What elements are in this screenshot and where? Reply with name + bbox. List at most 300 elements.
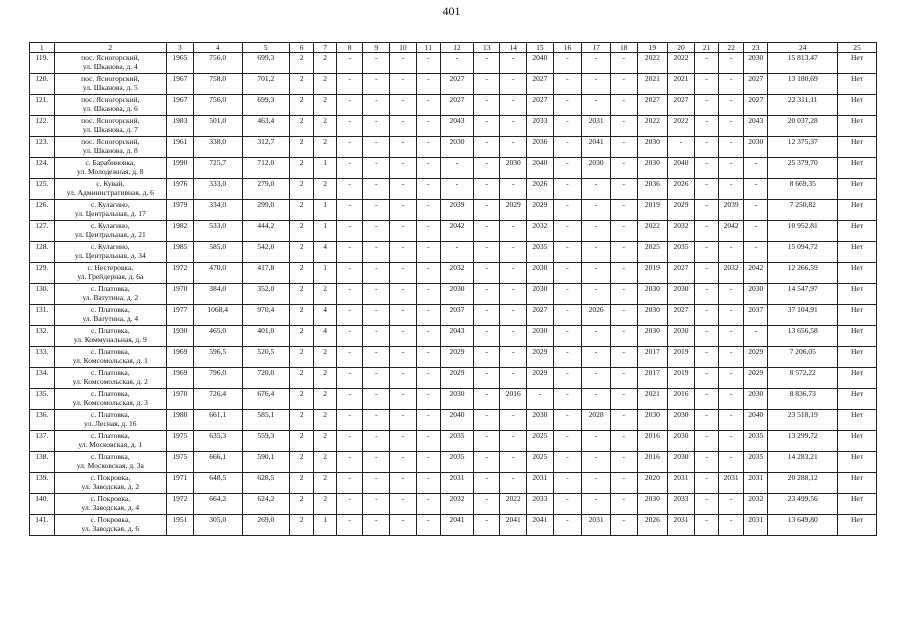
cell-col-20: - xyxy=(668,137,695,158)
cell-col-3: 1965 xyxy=(167,53,194,74)
cell-col-10: - xyxy=(390,179,417,200)
cell-col-5: 970,4 xyxy=(242,305,289,326)
cell-col-14: - xyxy=(500,305,527,326)
cell-col-19: 2030 xyxy=(637,326,668,347)
cell-col-13: - xyxy=(473,179,500,200)
cell-col-5: 699,3 xyxy=(242,95,289,116)
cell-col-11: - xyxy=(416,242,441,263)
cell-col-7: 1 xyxy=(314,515,337,536)
cell-col-18: - xyxy=(610,74,637,95)
cell-col-17: - xyxy=(582,326,611,347)
cell-col-6: 2 xyxy=(289,347,314,368)
cell-col-24: 25 379,70 xyxy=(768,158,838,179)
cell-col-20: 2026 xyxy=(668,179,695,200)
cell-col-9: - xyxy=(363,326,390,347)
cell-col-3: 1990 xyxy=(167,158,194,179)
cell-col-10: - xyxy=(390,389,417,410)
cell-col-9: - xyxy=(363,473,390,494)
cell-col-12: 2041 xyxy=(441,515,474,536)
table-row xyxy=(30,242,877,263)
cell-col-15: 2030 xyxy=(527,326,554,347)
row-number: 125. xyxy=(30,179,55,200)
cell-col-4: 758,0 xyxy=(193,74,242,95)
cell-col-22: 2032 xyxy=(719,263,744,284)
table-row xyxy=(30,473,877,494)
cell-col-13: - xyxy=(473,116,500,137)
cell-col-7: 2 xyxy=(314,53,337,74)
cell-col-8: - xyxy=(336,158,363,179)
column-number-3: 3 xyxy=(167,43,194,53)
address-cell xyxy=(54,221,167,242)
cell-col-24: 12 266,59 xyxy=(768,263,838,284)
cell-col-22: - xyxy=(719,494,744,515)
row-number: 137. xyxy=(30,431,55,452)
cell-col-15: 2040 xyxy=(527,53,554,74)
row-number: 139. xyxy=(30,473,55,494)
cell-col-21: - xyxy=(694,263,719,284)
cell-col-11: - xyxy=(416,137,441,158)
address-cell xyxy=(54,137,167,158)
cell-col-11: - xyxy=(416,389,441,410)
cell-col-9: - xyxy=(363,221,390,242)
cell-col-8: - xyxy=(336,368,363,389)
cell-col-23: 2035 xyxy=(743,431,768,452)
cell-col-7: 2 xyxy=(314,284,337,305)
cell-col-4: 465,0 xyxy=(193,326,242,347)
cell-col-22: - xyxy=(719,284,744,305)
table-row xyxy=(30,158,877,179)
cell-col-22: - xyxy=(719,158,744,179)
housing-register-table xyxy=(29,42,877,536)
cell-col-20: 2030 xyxy=(668,452,695,473)
address-cell xyxy=(54,53,167,74)
cell-col-3: 1982 xyxy=(167,221,194,242)
cell-col-8: - xyxy=(336,221,363,242)
cell-col-23: 2029 xyxy=(743,347,768,368)
address-cell xyxy=(54,263,167,284)
cell-col-10: - xyxy=(390,74,417,95)
row-number: 141. xyxy=(30,515,55,536)
address-street: ул. Молодежная, д. 8 xyxy=(77,167,144,176)
cell-col-8: - xyxy=(336,74,363,95)
column-number-19: 19 xyxy=(637,43,668,53)
address-cell xyxy=(54,284,167,305)
cell-col-14: - xyxy=(500,74,527,95)
cell-col-4: 648,5 xyxy=(193,473,242,494)
cell-col-10: - xyxy=(390,473,417,494)
table-row xyxy=(30,95,877,116)
cell-col-11: - xyxy=(416,515,441,536)
cell-col-4: 384,0 xyxy=(193,284,242,305)
cell-col-18: - xyxy=(610,368,637,389)
cell-col-3: 1975 xyxy=(167,452,194,473)
cell-col-12: 2029 xyxy=(441,368,474,389)
cell-col-22: - xyxy=(719,74,744,95)
address-locality: пос. Ясногорский, xyxy=(81,116,140,125)
cell-col-15: 2026 xyxy=(527,179,554,200)
cell-col-18: - xyxy=(610,347,637,368)
cell-col-16: - xyxy=(553,473,582,494)
cell-col-8: - xyxy=(336,515,363,536)
cell-col-5: 417,8 xyxy=(242,263,289,284)
cell-col-5: 624,2 xyxy=(242,494,289,515)
cell-col-25: Нет xyxy=(838,137,877,158)
address-locality: с. Платовка, xyxy=(91,431,130,440)
table-row xyxy=(30,263,877,284)
address-locality: с. Кулагино, xyxy=(90,242,130,251)
cell-col-6: 2 xyxy=(289,242,314,263)
column-number-20: 20 xyxy=(668,43,695,53)
cell-col-7: 4 xyxy=(314,242,337,263)
cell-col-14: - xyxy=(500,347,527,368)
cell-col-17: - xyxy=(582,347,611,368)
cell-col-24: 20 288,12 xyxy=(768,473,838,494)
cell-col-14: - xyxy=(500,326,527,347)
column-number-24: 24 xyxy=(768,43,838,53)
cell-col-23: 2032 xyxy=(743,494,768,515)
cell-col-9: - xyxy=(363,116,390,137)
column-number-15: 15 xyxy=(527,43,554,53)
cell-col-5: 712,0 xyxy=(242,158,289,179)
address-cell xyxy=(54,410,167,431)
cell-col-12: 2031 xyxy=(441,473,474,494)
cell-col-14: - xyxy=(500,221,527,242)
cell-col-23: 2030 xyxy=(743,137,768,158)
cell-col-21: - xyxy=(694,179,719,200)
cell-col-4: 664,2 xyxy=(193,494,242,515)
cell-col-5: 444,2 xyxy=(242,221,289,242)
cell-col-3: 1975 xyxy=(167,431,194,452)
cell-col-20: 2031 xyxy=(668,515,695,536)
cell-col-22: - xyxy=(719,137,744,158)
cell-col-15: 2036 xyxy=(527,137,554,158)
cell-col-11: - xyxy=(416,263,441,284)
row-number: 128. xyxy=(30,242,55,263)
cell-col-15: 2027 xyxy=(527,95,554,116)
cell-col-25: Нет xyxy=(838,452,877,473)
address-locality: с. Платовка, xyxy=(91,410,130,419)
cell-col-4: 796,0 xyxy=(193,368,242,389)
cell-col-25: Нет xyxy=(838,410,877,431)
column-number-22: 22 xyxy=(719,43,744,53)
cell-col-15: 2030 xyxy=(527,284,554,305)
table-row xyxy=(30,221,877,242)
cell-col-14: - xyxy=(500,452,527,473)
cell-col-25: Нет xyxy=(838,473,877,494)
cell-col-11: - xyxy=(416,410,441,431)
row-number: 127. xyxy=(30,221,55,242)
cell-col-19: 2017 xyxy=(637,347,668,368)
cell-col-23: 2042 xyxy=(743,263,768,284)
cell-col-7: 2 xyxy=(314,137,337,158)
cell-col-4: 501,0 xyxy=(193,116,242,137)
cell-col-21: - xyxy=(694,452,719,473)
cell-col-15: 2033 xyxy=(527,494,554,515)
cell-col-21: - xyxy=(694,431,719,452)
row-number: 136. xyxy=(30,410,55,431)
cell-col-3: 1980 xyxy=(167,410,194,431)
cell-col-13: - xyxy=(473,74,500,95)
cell-col-23: 2037 xyxy=(743,305,768,326)
cell-col-15: 2041 xyxy=(527,515,554,536)
cell-col-4: 470,0 xyxy=(193,263,242,284)
cell-col-14: - xyxy=(500,368,527,389)
cell-col-18: - xyxy=(610,179,637,200)
cell-col-12: 2030 xyxy=(441,389,474,410)
cell-col-22: - xyxy=(719,179,744,200)
address-street: ул. Центральная, д. 21 xyxy=(74,230,146,239)
cell-col-22: - xyxy=(719,515,744,536)
cell-col-16: - xyxy=(553,221,582,242)
cell-col-11: - xyxy=(416,494,441,515)
cell-col-10: - xyxy=(390,221,417,242)
cell-col-9: - xyxy=(363,242,390,263)
cell-col-11: - xyxy=(416,158,441,179)
cell-col-6: 2 xyxy=(289,284,314,305)
cell-col-17: - xyxy=(582,53,611,74)
row-number: 133. xyxy=(30,347,55,368)
cell-col-21: - xyxy=(694,74,719,95)
cell-col-13: - xyxy=(473,95,500,116)
cell-col-18: - xyxy=(610,158,637,179)
cell-col-3: 1971 xyxy=(167,473,194,494)
cell-col-17: - xyxy=(582,389,611,410)
cell-col-19: 2022 xyxy=(637,221,668,242)
cell-col-21: - xyxy=(694,494,719,515)
cell-col-17: - xyxy=(582,452,611,473)
address-street: ул. Коммунальная, д. 9 xyxy=(73,335,147,344)
cell-col-10: - xyxy=(390,452,417,473)
cell-col-23: - xyxy=(743,158,768,179)
cell-col-16: - xyxy=(553,284,582,305)
cell-col-18: - xyxy=(610,452,637,473)
cell-col-17: 2030 xyxy=(582,158,611,179)
address-locality: с. Платовка, xyxy=(91,305,130,314)
cell-col-21: - xyxy=(694,515,719,536)
cell-col-20: 2030 xyxy=(668,284,695,305)
cell-col-6: 2 xyxy=(289,137,314,158)
address-street: ул. Шканова, д. 6 xyxy=(82,104,138,113)
table-row xyxy=(30,116,877,137)
cell-col-6: 2 xyxy=(289,326,314,347)
cell-col-16: - xyxy=(553,305,582,326)
address-street: ул. Комсомольская, д. 3 xyxy=(72,398,148,407)
address-street: ул. Московская, д. 1 xyxy=(78,440,143,449)
row-number: 126. xyxy=(30,200,55,221)
cell-col-11: - xyxy=(416,284,441,305)
cell-col-3: 1976 xyxy=(167,179,194,200)
cell-col-12: 2029 xyxy=(441,347,474,368)
cell-col-22: - xyxy=(719,53,744,74)
cell-col-12: 2030 xyxy=(441,137,474,158)
cell-col-19: 2021 xyxy=(637,389,668,410)
cell-col-9: - xyxy=(363,137,390,158)
cell-col-13: - xyxy=(473,200,500,221)
cell-col-7: 2 xyxy=(314,473,337,494)
cell-col-4: 1068,4 xyxy=(193,305,242,326)
address-locality: пос. Ясногорский, xyxy=(81,95,140,104)
cell-col-18: - xyxy=(610,95,637,116)
column-number-10: 10 xyxy=(390,43,417,53)
address-locality: пос. Ясногорский, xyxy=(81,53,140,62)
address-street: ул. Шканова, д. 7 xyxy=(82,125,138,134)
cell-col-18: - xyxy=(610,137,637,158)
cell-col-15: 2027 xyxy=(527,305,554,326)
address-cell xyxy=(54,242,167,263)
cell-col-11: - xyxy=(416,53,441,74)
cell-col-24: 10 952,81 xyxy=(768,221,838,242)
cell-col-15: 2032 xyxy=(527,221,554,242)
cell-col-12: - xyxy=(441,242,474,263)
cell-col-19: 2030 xyxy=(637,158,668,179)
address-street: ул. Лесная, д. 16 xyxy=(84,419,137,428)
cell-col-23: 2030 xyxy=(743,53,768,74)
cell-col-4: 726,4 xyxy=(193,389,242,410)
cell-col-16: - xyxy=(553,158,582,179)
cell-col-3: 1967 xyxy=(167,74,194,95)
cell-col-8: - xyxy=(336,431,363,452)
cell-col-7: 1 xyxy=(314,263,337,284)
cell-col-5: 269,0 xyxy=(242,515,289,536)
cell-col-5: 520,5 xyxy=(242,347,289,368)
cell-col-4: 725,7 xyxy=(193,158,242,179)
cell-col-25: Нет xyxy=(838,74,877,95)
cell-col-24: 22 311,11 xyxy=(768,95,838,116)
table-row xyxy=(30,53,877,74)
cell-col-16: - xyxy=(553,389,582,410)
cell-col-13: - xyxy=(473,221,500,242)
cell-col-6: 2 xyxy=(289,74,314,95)
cell-col-17: - xyxy=(582,74,611,95)
cell-col-8: - xyxy=(336,452,363,473)
address-locality: с. Платовка, xyxy=(91,347,130,356)
cell-col-10: - xyxy=(390,347,417,368)
cell-col-17: 2028 xyxy=(582,410,611,431)
cell-col-6: 2 xyxy=(289,452,314,473)
cell-col-8: - xyxy=(336,410,363,431)
cell-col-9: - xyxy=(363,452,390,473)
cell-col-20: 2032 xyxy=(668,221,695,242)
cell-col-16: - xyxy=(553,347,582,368)
cell-col-4: 661,1 xyxy=(193,410,242,431)
cell-col-24: 12 375,37 xyxy=(768,137,838,158)
cell-col-18: - xyxy=(610,116,637,137)
cell-col-7: 1 xyxy=(314,158,337,179)
address-street: ул. Шканова, д. 4 xyxy=(82,62,138,71)
cell-col-6: 2 xyxy=(289,263,314,284)
address-cell xyxy=(54,95,167,116)
cell-col-3: 1970 xyxy=(167,284,194,305)
cell-col-20: 2027 xyxy=(668,95,695,116)
cell-col-23: - xyxy=(743,179,768,200)
cell-col-3: 1972 xyxy=(167,263,194,284)
cell-col-10: - xyxy=(390,431,417,452)
cell-col-6: 2 xyxy=(289,431,314,452)
cell-col-7: 2 xyxy=(314,494,337,515)
row-number: 130. xyxy=(30,284,55,305)
table-row xyxy=(30,74,877,95)
cell-col-10: - xyxy=(390,368,417,389)
cell-col-17: - xyxy=(582,494,611,515)
cell-col-15: 2033 xyxy=(527,116,554,137)
cell-col-6: 2 xyxy=(289,95,314,116)
table-body xyxy=(30,53,877,536)
address-cell xyxy=(54,179,167,200)
cell-col-8: - xyxy=(336,116,363,137)
cell-col-17: 2031 xyxy=(582,515,611,536)
cell-col-12: 2040 xyxy=(441,410,474,431)
cell-col-25: Нет xyxy=(838,221,877,242)
address-street: ул. Шканова, д. 5 xyxy=(82,83,138,92)
cell-col-18: - xyxy=(610,410,637,431)
cell-col-15: 2040 xyxy=(527,158,554,179)
table-row xyxy=(30,284,877,305)
cell-col-12: 2039 xyxy=(441,200,474,221)
cell-col-10: - xyxy=(390,515,417,536)
cell-col-14: - xyxy=(500,137,527,158)
cell-col-5: 401,0 xyxy=(242,326,289,347)
table-row xyxy=(30,326,877,347)
column-number-6: 6 xyxy=(289,43,314,53)
cell-col-10: - xyxy=(390,326,417,347)
cell-col-12: 2032 xyxy=(441,494,474,515)
address-street: ул. Ватутина, д. 4 xyxy=(82,314,139,323)
cell-col-14: - xyxy=(500,116,527,137)
cell-col-18: - xyxy=(610,284,637,305)
cell-col-9: - xyxy=(363,179,390,200)
cell-col-18: - xyxy=(610,326,637,347)
address-locality: с. Покровка, xyxy=(90,515,131,524)
cell-col-14: 2030 xyxy=(500,158,527,179)
cell-col-17: 2041 xyxy=(582,137,611,158)
cell-col-17: - xyxy=(582,473,611,494)
row-number: 135. xyxy=(30,389,55,410)
cell-col-8: - xyxy=(336,95,363,116)
cell-col-23: 2029 xyxy=(743,368,768,389)
cell-col-22: - xyxy=(719,95,744,116)
cell-col-22: - xyxy=(719,431,744,452)
cell-col-18: - xyxy=(610,242,637,263)
column-number-8: 8 xyxy=(336,43,363,53)
cell-col-14: - xyxy=(500,179,527,200)
cell-col-7: 2 xyxy=(314,410,337,431)
cell-col-3: 1977 xyxy=(167,305,194,326)
cell-col-10: - xyxy=(390,494,417,515)
cell-col-13: - xyxy=(473,431,500,452)
cell-col-25: Нет xyxy=(838,494,877,515)
cell-col-14: - xyxy=(500,431,527,452)
cell-col-15: - xyxy=(527,389,554,410)
cell-col-7: 2 xyxy=(314,95,337,116)
cell-col-14: - xyxy=(500,410,527,431)
cell-col-24: 13 649,80 xyxy=(768,515,838,536)
cell-col-21: - xyxy=(694,347,719,368)
cell-col-16: - xyxy=(553,179,582,200)
cell-col-19: 2016 xyxy=(637,431,668,452)
cell-col-24: 7 206,05 xyxy=(768,347,838,368)
cell-col-23: 2027 xyxy=(743,74,768,95)
cell-col-25: Нет xyxy=(838,242,877,263)
column-number-7: 7 xyxy=(314,43,337,53)
cell-col-13: - xyxy=(473,53,500,74)
cell-col-3: 1983 xyxy=(167,116,194,137)
cell-col-5: 701,2 xyxy=(242,74,289,95)
cell-col-18: - xyxy=(610,515,637,536)
address-locality: с. Платовка, xyxy=(91,284,130,293)
cell-col-9: - xyxy=(363,95,390,116)
cell-col-18: - xyxy=(610,53,637,74)
cell-col-10: - xyxy=(390,410,417,431)
